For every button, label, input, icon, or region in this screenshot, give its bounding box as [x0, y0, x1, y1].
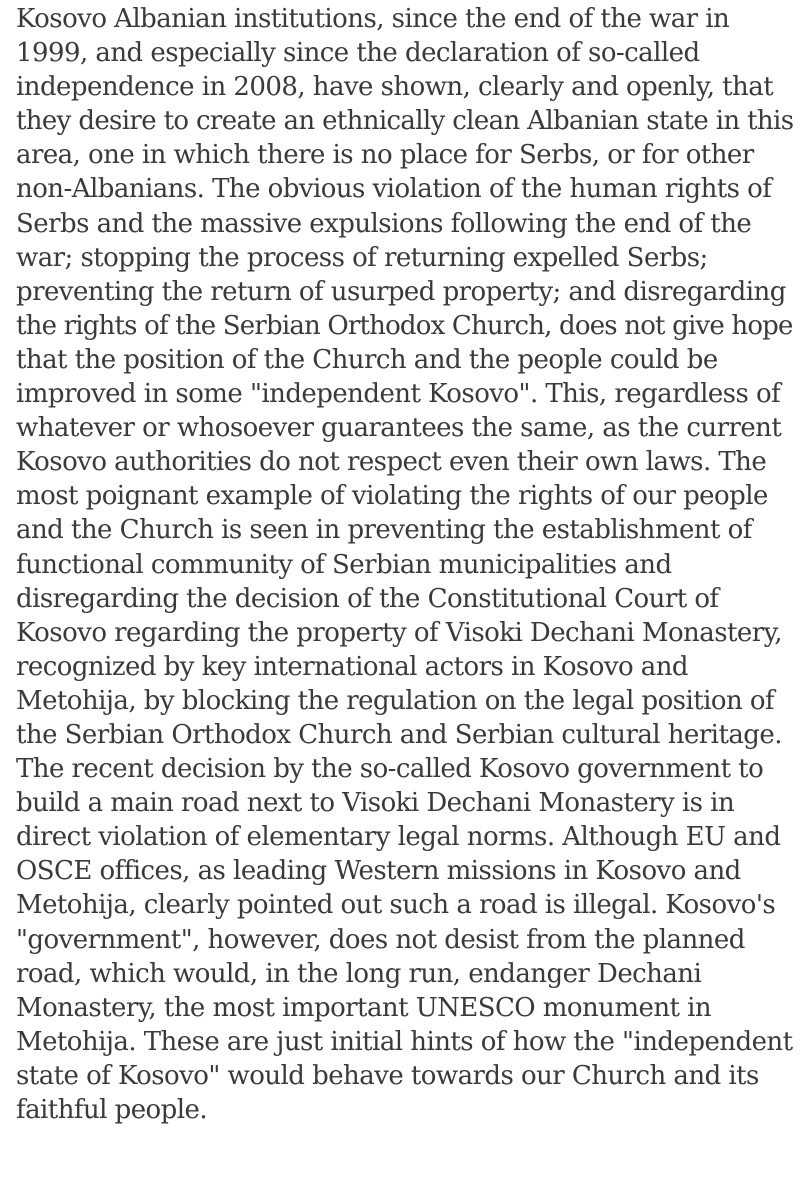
- text-line: Kosovo regarding the property of Visoki Dechani Monastery,: [16, 617, 783, 648]
- text-line: non-Albanians. The obvious violation of the human rights of: [16, 174, 772, 205]
- text-line: 1999, and especially since the declaration of so-called: [16, 38, 700, 69]
- text-line: road, which would, in the long run, endanger Dechani: [16, 958, 702, 989]
- text-line: most poignant example of violating the rights of our people: [16, 481, 768, 512]
- text-line: Metohija, by blocking the regulation on the legal position of: [16, 685, 775, 716]
- text-line: Metohija, clearly pointed out such a road is illegal. Kosovo's: [16, 890, 776, 921]
- text-line: recognized by key international actors in Kosovo and: [16, 651, 689, 682]
- text-line: Kosovo authorities do not respect even their own laws. The: [16, 447, 767, 478]
- text-line: disregarding the decision of the Constitutional Court of: [16, 583, 719, 614]
- text-line: direct violation of elementary legal norms. Although EU and: [16, 822, 781, 853]
- text-line: build a main road next to Visoki Dechani Monastery is in: [16, 788, 735, 819]
- text-line: and the Church is seen in preventing the establishment of: [16, 515, 752, 546]
- text-line: improved in some "independent Kosovo". This, regardless of: [16, 379, 781, 410]
- text-line: state of Kosovo" would behave towards our Church and its: [16, 1060, 759, 1091]
- text-line: war; stopping the process of returning expelled Serbs;: [16, 242, 708, 273]
- text-line: "government", however, does not desist from the planned: [16, 924, 745, 955]
- text-line: preventing the return of usurped property; and disregarding: [16, 276, 786, 307]
- text-line: area, one in which there is no place for Serbs, or for other: [16, 140, 754, 171]
- text-line: Kosovo Albanian institutions, since the end of the war in: [16, 4, 730, 34]
- text-line: Metohija. These are just initial hints of how the "independent: [16, 1026, 793, 1057]
- body-paragraph: [16, 2, 793, 1127]
- text-line: functional community of Serbian municipalities and: [16, 549, 672, 580]
- text-line: the rights of the Serbian Orthodox Church, does not give hope: [16, 310, 793, 341]
- text-line: the Serbian Orthodox Church and Serbian cultural heritage.: [16, 719, 782, 750]
- text-line: they desire to create an ethnically clean Albanian state in this: [16, 106, 794, 137]
- text-line: independence in 2008, have shown, clearly and openly, that: [16, 72, 774, 103]
- text-line: faithful people.: [16, 1095, 208, 1125]
- text-line: OSCE offices, as leading Western missions in Kosovo and: [16, 856, 741, 887]
- text-line: Monastery, the most important UNESCO monument in: [16, 992, 712, 1023]
- text-line: Serbs and the massive expulsions following the end of the: [16, 208, 752, 239]
- text-line: The recent decision by the so-called Kosovo government to: [16, 754, 764, 785]
- text-line: that the position of the Church and the people could be: [16, 344, 718, 375]
- text-line: whatever or whosoever guarantees the same, as the current: [16, 413, 782, 444]
